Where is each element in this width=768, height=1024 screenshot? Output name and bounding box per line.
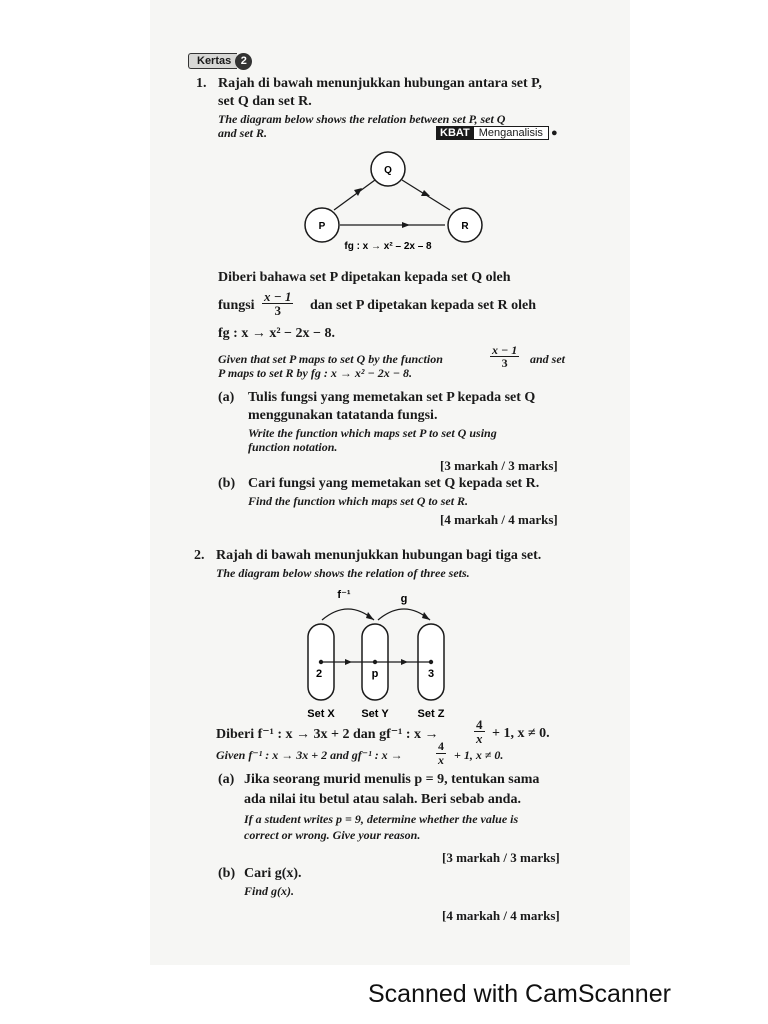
q2-text-ms: Rajah di bawah menunjukkan hubungan bagi tiga set.: [216, 548, 542, 563]
fraction-numerator: x − 1: [492, 343, 518, 357]
value-z: 3: [427, 668, 435, 680]
q1b-text-ms: Cari fungsi yang memetakan set Q kepada set R.: [248, 476, 540, 491]
arrow-p-to-q: [334, 180, 375, 210]
set-z-label: Set Z: [417, 708, 445, 720]
fraction-denominator: 3: [274, 303, 281, 318]
q2a-text-en-1: If a student writes p = 9, determine whether the value is: [244, 812, 519, 826]
q2b-text-ms: Cari g(x).: [244, 866, 302, 881]
q2-fraction-en: [436, 740, 446, 767]
q1-text-en-1: The diagram below shows the relation between set P, set Q: [218, 112, 506, 126]
fraction-numerator: 4: [476, 717, 483, 732]
q1-given-ms-2a: fungsi: [218, 298, 255, 313]
kertas-label: Kertas: [188, 53, 237, 69]
mapping-label: fg : x → x² – 2x – 8: [344, 241, 432, 252]
q2b-marks: [4 markah / 4 marks]: [442, 908, 560, 923]
label-g: g: [400, 593, 408, 605]
q1a-marks: [3 markah / 3 marks]: [440, 458, 558, 473]
q2-sets-diagram: [290, 584, 470, 724]
q2-given-ms-a: Diberi f⁻¹ : x → 3x + 2 dan gf⁻¹ : x →: [216, 727, 439, 742]
q2a-text-ms-1: Jika seorang murid menulis p = 9, tentukan sama: [244, 772, 540, 787]
point-x: [319, 660, 323, 664]
q2-given-en-a: Given f⁻¹ : x → 3x + 2 and gf⁻¹ : x →: [216, 748, 403, 762]
q2a-marks: [3 markah / 3 marks]: [442, 850, 560, 865]
fraction-numerator: 4: [438, 739, 444, 753]
curve-g: [378, 609, 430, 620]
arrow-head-p-r: [402, 222, 410, 228]
value-y: p: [371, 668, 379, 680]
camscanner-watermark: Scanned with CamScanner: [368, 980, 671, 1008]
q2a-text-ms-2: ada nilai itu betul atau salah. Beri sebab anda.: [244, 792, 521, 807]
q1-text-ms-1: Rajah di bawah menunjukkan hubungan antara set P,: [218, 76, 542, 91]
q1a-text-en-1: Write the function which maps set P to set Q using: [248, 426, 497, 440]
q1-fraction-en: [490, 344, 519, 369]
q1a-label: (a): [218, 390, 235, 405]
fraction-denominator: x: [438, 753, 444, 767]
q1-text-en-2: and set R.: [218, 126, 268, 140]
set-x-label: Set X: [307, 708, 335, 720]
q1b-marks: [4 markah / 4 marks]: [440, 512, 558, 527]
q1b-label: (b): [218, 476, 236, 491]
kertas-badge: [188, 52, 252, 70]
q2-fraction-ms: [474, 718, 485, 745]
q1-number: 1.: [196, 76, 207, 91]
curve-finv-head: [366, 612, 374, 620]
fraction-denominator: x: [476, 731, 483, 746]
q2a-text-en-2: correct or wrong. Give your reason.: [244, 828, 421, 842]
value-x: 2: [315, 668, 323, 680]
q1-given-en-1a: Given that set P maps to set Q by the function: [218, 352, 443, 366]
curve-g-head: [422, 612, 430, 620]
q1-given-ms-3: fg : x → x² − 2x − 8.: [218, 326, 335, 341]
q2-given-ms-b: + 1, x ≠ 0.: [492, 726, 550, 741]
bulb-icon: ●: [550, 127, 558, 139]
q1a-text-en-2: function notation.: [248, 440, 338, 454]
q1b-text-en: Find the function which maps set Q to set R.: [248, 494, 469, 508]
q1-arrow-diagram: [290, 140, 500, 260]
fraction-denominator: 3: [501, 356, 508, 370]
q1-given-ms-1: Diberi bahawa set P dipetakan kepada set Q oleh: [218, 270, 511, 285]
q1-given-ms-2b: dan set P dipetakan kepada set R oleh: [310, 298, 536, 313]
mapping-head-2: [401, 659, 408, 665]
q2-text-en: The diagram below shows the relation of three sets.: [216, 566, 470, 580]
node-p-label: P: [318, 221, 326, 232]
q1a-text-ms-2: menggunakan tatatanda fungsi.: [248, 408, 438, 423]
kbat-skill: Menganalisis: [474, 126, 549, 140]
q1-fraction-ms: [262, 290, 293, 317]
kbat-badge: [436, 126, 558, 140]
node-q-label: Q: [384, 165, 392, 176]
q1-given-en-2: P maps to set R by fg : x → x² − 2x − 8.: [218, 366, 413, 380]
point-z: [429, 660, 433, 664]
kertas-number: 2: [235, 53, 252, 70]
mapping-head-1: [345, 659, 352, 665]
fraction-numerator: x − 1: [264, 289, 292, 304]
label-finv: f⁻¹: [337, 589, 351, 601]
kbat-tag: KBAT: [436, 126, 474, 140]
point-y: [373, 660, 377, 664]
q1-given-en-1b: and set: [530, 352, 566, 366]
q2-given-en-b: + 1, x ≠ 0.: [454, 748, 504, 762]
curve-finv: [322, 609, 374, 620]
q2a-label: (a): [218, 772, 235, 787]
q2b-text-en: Find g(x).: [244, 884, 295, 898]
q2-number: 2.: [194, 548, 205, 563]
q1a-text-ms-1: Tulis fungsi yang memetakan set P kepada set Q: [248, 390, 536, 405]
q2b-label: (b): [218, 866, 236, 881]
set-y-label: Set Y: [361, 708, 389, 720]
node-r-label: R: [461, 221, 469, 232]
q1-text-ms-2: set Q dan set R.: [218, 94, 312, 109]
